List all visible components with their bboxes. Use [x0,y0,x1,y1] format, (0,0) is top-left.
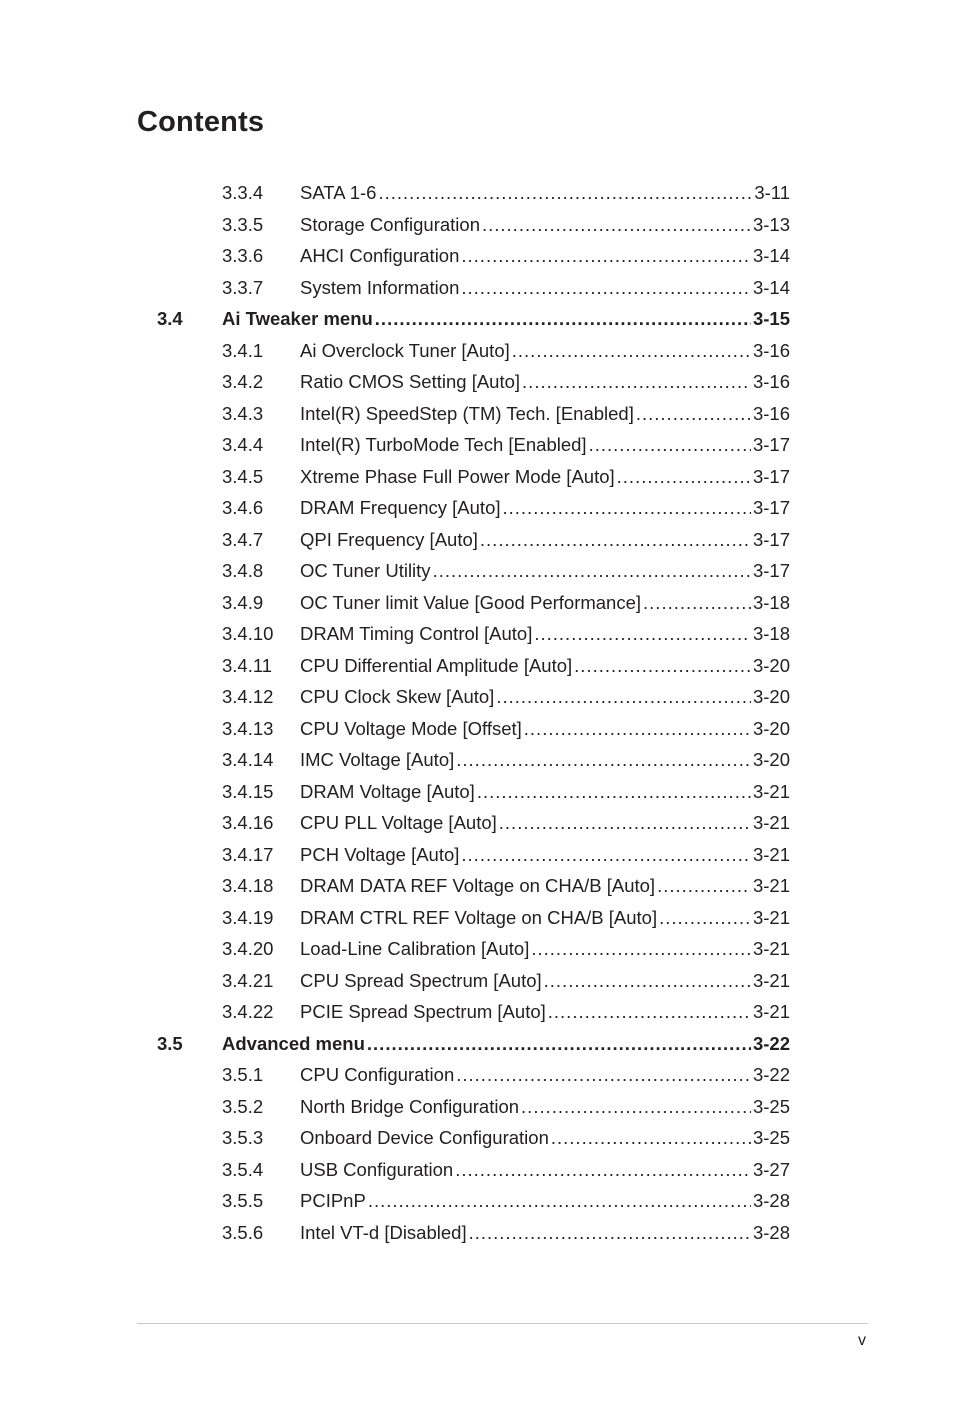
toc-entry-title: PCH Voltage [Auto] [300,843,460,865]
toc-entry-number: 3.5.4 [222,1158,264,1180]
dot-leader [461,839,751,871]
toc-entry-page: 3-28 [752,1221,790,1243]
toc-entry-line [300,1154,790,1186]
dot-leader [522,366,751,398]
dot-leader [461,272,751,304]
toc-entry-page: 3-25 [752,1095,790,1117]
toc-entry-page: 3-11 [754,182,790,203]
toc-entry-number: 3.4.10 [222,623,274,644]
toc-entry-number: 3.5.1 [222,1064,264,1085]
toc-entry-line [300,398,790,430]
toc-entry-line [300,681,790,713]
page-number: v [858,1332,866,1349]
toc-entry-page: 3-22 [752,1064,790,1085]
toc-entry-line [300,177,790,209]
toc-entry-page: 3-20 [752,717,790,739]
toc-entry-line [300,1217,790,1249]
dot-leader [433,555,751,587]
toc-entry[interactable] [0,839,954,871]
dot-leader [524,713,751,745]
toc-entry-page: 3-25 [752,1127,790,1148]
toc-entry-line [300,650,790,682]
dot-leader [617,461,751,493]
toc-entry-number: 3.4.20 [222,938,274,959]
toc-entry-page: 3-14 [752,276,790,298]
toc-entry-page: 3-27 [752,1158,790,1180]
toc-entry-title: QPI Frequency [Auto] [300,528,478,550]
toc-entry-title: Intel VT-d [Disabled] [300,1221,467,1243]
toc-entry[interactable] [0,461,954,493]
toc-entry-page: 3-21 [752,780,790,802]
toc-entry-page: 3-20 [752,654,790,676]
toc-entry-page: 3-17 [752,560,790,581]
toc-entry-title: CPU Voltage Mode [Offset] [300,717,522,739]
toc-entry-title: DRAM CTRL REF Voltage on CHA/B [Auto] [300,906,658,928]
toc-entry[interactable] [0,776,954,808]
table-of-contents [0,177,954,1248]
toc-entry-number: 3.4.6 [222,497,264,518]
toc-entry-page: 3-17 [752,465,790,487]
toc-entry-page: 3-21 [752,875,790,896]
toc-entry-title: CPU Spread Spectrum [Auto] [300,969,542,991]
toc-entry-line [300,1091,790,1123]
toc-section-entry[interactable] [0,303,954,335]
dot-leader [657,870,751,902]
toc-entry-line [300,965,790,997]
dot-leader [480,524,751,556]
toc-section-entry[interactable] [0,1028,954,1060]
toc-entry-page: 3-14 [752,245,790,266]
toc-entry-page: 3-16 [752,371,790,392]
toc-entry-line [300,555,790,587]
toc-entry-page: 3-16 [752,339,790,361]
toc-entry-page: 3-21 [752,938,790,959]
toc-entry-number: 3.3.5 [222,213,264,235]
toc-entry-title: Intel(R) TurboMode Tech [Enabled] [300,434,587,455]
toc-entry[interactable] [0,902,954,934]
toc-entry[interactable] [0,1185,954,1217]
toc-entry-line [300,744,790,776]
dot-leader [368,1185,751,1217]
toc-entry-title: Onboard Device Configuration [300,1127,549,1148]
dot-leader [521,1091,751,1123]
toc-entry-title: AHCI Configuration [300,245,460,266]
toc-entry-line [300,902,790,934]
toc-entry-number: 3.5.5 [222,1190,264,1211]
dot-leader [456,744,751,776]
toc-entry[interactable] [0,492,954,524]
toc-entry-page: 3-15 [752,308,790,329]
toc-entry-line [300,272,790,304]
toc-entry-line [300,492,790,524]
toc-entry-number: 3.4.21 [222,969,274,991]
toc-entry-number: 3.4.18 [222,875,274,896]
toc-entry-number: 3.4.17 [222,843,274,865]
toc-entry[interactable] [0,587,954,619]
toc-entry-number: 3.5.6 [222,1221,264,1243]
toc-entry[interactable] [0,177,954,209]
toc-entry-title: DRAM Timing Control [Auto] [300,623,533,644]
toc-entry[interactable] [0,1059,954,1091]
toc-entry-title: System Information [300,276,460,298]
dot-leader [367,1028,751,1060]
toc-entry-line [300,1185,790,1217]
toc-entry-page: 3-21 [752,812,790,833]
toc-entry[interactable] [0,555,954,587]
toc-entry-number: 3.4.1 [222,339,264,361]
toc-entry[interactable] [0,524,954,556]
toc-entry-line [300,996,790,1028]
toc-entry-page: 3-21 [752,1001,790,1022]
toc-entry-page: 3-13 [752,213,790,235]
toc-entry-page: 3-17 [752,528,790,550]
toc-entry-title: OC Tuner limit Value [Good Performance] [300,591,642,613]
toc-entry-title: North Bridge Configuration [300,1095,520,1117]
dot-leader [531,933,751,965]
dot-leader [378,177,752,209]
toc-entry[interactable] [0,240,954,272]
toc-entry-line [300,1059,790,1091]
toc-entry-line [300,618,790,650]
toc-entry[interactable] [0,429,954,461]
toc-entry[interactable] [0,933,954,965]
toc-entry-title: IMC Voltage [Auto] [300,749,455,770]
toc-entry-number: 3.4 [157,308,183,329]
toc-entry-number: 3.4.9 [222,591,264,613]
toc-entry-line [300,933,790,965]
toc-entry-title: Ratio CMOS Setting [Auto] [300,371,521,392]
toc-entry-number: 3.4.2 [222,371,264,392]
toc-entry[interactable] [0,366,954,398]
dot-leader [659,902,751,934]
toc-entry-page: 3-21 [752,843,790,865]
dot-leader [512,335,751,367]
toc-entry-title: Storage Configuration [300,213,480,235]
toc-entry-title: USB Configuration [300,1158,454,1180]
toc-entry-line [300,713,790,745]
toc-entry-number: 3.4.19 [222,906,274,928]
toc-entry-line [222,303,790,335]
toc-entry-number: 3.4.12 [222,686,274,707]
dot-leader [643,587,751,619]
toc-entry-line [300,776,790,808]
dot-leader [456,1059,751,1091]
toc-entry-line [300,209,790,241]
toc-entry-page: 3-16 [752,402,790,424]
dot-leader [544,965,751,997]
toc-entry-title: PCIPnP [300,1190,366,1211]
toc-entry[interactable] [0,1122,954,1154]
toc-entry-page: 3-28 [752,1190,790,1211]
dot-leader [455,1154,751,1186]
dot-leader [574,650,751,682]
toc-entry-title: CPU Configuration [300,1064,455,1085]
toc-entry-title: CPU Differential Amplitude [Auto] [300,654,573,676]
toc-entry-line [300,807,790,839]
toc-entry-page: 3-20 [752,749,790,770]
toc-entry[interactable] [0,807,954,839]
toc-entry[interactable] [0,870,954,902]
toc-entry-title: DRAM Frequency [Auto] [300,497,501,518]
toc-entry-number: 3.4.7 [222,528,264,550]
toc-entry-line [300,839,790,871]
toc-entry-page: 3-21 [752,906,790,928]
toc-entry-title: Load-Line Calibration [Auto] [300,938,530,959]
toc-entry-title: Ai Overclock Tuner [Auto] [300,339,510,361]
dot-leader [589,429,751,461]
dot-leader [548,996,751,1028]
toc-entry-line [300,587,790,619]
toc-entry-page: 3-18 [752,591,790,613]
dot-leader [461,240,751,272]
toc-entry-number: 3.4.15 [222,780,274,802]
toc-entry[interactable] [0,650,954,682]
toc-entry[interactable] [0,335,954,367]
toc-entry-number: 3.3.6 [222,245,264,266]
toc-entry[interactable] [0,209,954,241]
toc-entry-number: 3.4.16 [222,812,274,833]
dot-leader [534,618,751,650]
toc-entry-title: OC Tuner Utility [300,560,431,581]
toc-entry[interactable] [0,1154,954,1186]
toc-entry-page: 3-17 [752,497,790,518]
toc-entry-page: 3-21 [752,969,790,991]
toc-entry-title: Ai Tweaker menu [222,308,373,329]
toc-entry-line [300,429,790,461]
toc-entry-number: 3.5 [157,1032,183,1054]
toc-entry-page: 3-18 [752,623,790,644]
dot-leader [469,1217,751,1249]
dot-leader [499,807,751,839]
toc-entry-number: 3.5.3 [222,1127,264,1148]
dot-leader [477,776,751,808]
toc-entry-title: CPU Clock Skew [Auto] [300,686,495,707]
toc-entry-line [300,335,790,367]
toc-entry-title: PCIE Spread Spectrum [Auto] [300,1001,546,1022]
toc-entry-line [300,870,790,902]
toc-entry-title: SATA 1-6 [300,182,377,203]
toc-entry[interactable] [0,965,954,997]
toc-entry-number: 3.4.4 [222,434,264,455]
toc-entry-number: 3.4.3 [222,402,264,424]
toc-entry[interactable] [0,618,954,650]
toc-entry[interactable] [0,744,954,776]
page-title: Contents [137,106,265,138]
toc-entry[interactable] [0,996,954,1028]
toc-entry-number: 3.4.13 [222,717,274,739]
toc-entry[interactable] [0,1091,954,1123]
toc-entry[interactable] [0,398,954,430]
toc-entry[interactable] [0,713,954,745]
toc-entry-number: 3.3.7 [222,276,264,298]
toc-entry-line [300,524,790,556]
toc-entry-line [300,1122,790,1154]
toc-entry-number: 3.4.14 [222,749,274,770]
dot-leader [375,303,751,335]
toc-entry-title: DRAM DATA REF Voltage on CHA/B [Auto] [300,875,656,896]
toc-entry-page: 3-22 [752,1032,790,1054]
toc-entry[interactable] [0,1217,954,1249]
toc-entry[interactable] [0,681,954,713]
toc-entry-page: 3-20 [752,686,790,707]
dot-leader [503,492,751,524]
toc-entry-title: Advanced menu [222,1032,365,1054]
toc-entry-page: 3-17 [752,434,790,455]
toc-entry-number: 3.3.4 [222,182,264,203]
toc-entry-number: 3.5.2 [222,1095,264,1117]
toc-entry-title: Xtreme Phase Full Power Mode [Auto] [300,465,615,487]
dot-leader [636,398,751,430]
dot-leader [482,209,751,241]
toc-entry-title: DRAM Voltage [Auto] [300,780,475,802]
toc-entry-number: 3.4.8 [222,560,264,581]
toc-entry-line [300,461,790,493]
toc-entry-line [222,1028,790,1060]
toc-entry-title: CPU PLL Voltage [Auto] [300,812,497,833]
dot-leader [551,1122,751,1154]
toc-entry[interactable] [0,272,954,304]
toc-entry-title: Intel(R) SpeedStep (TM) Tech. [Enabled] [300,402,634,424]
dot-leader [496,681,751,713]
toc-entry-number: 3.4.22 [222,1001,274,1022]
toc-entry-number: 3.4.5 [222,465,264,487]
toc-entry-line [300,366,790,398]
footer-divider [137,1323,868,1324]
toc-entry-number: 3.4.11 [222,654,273,676]
toc-entry-line [300,240,790,272]
